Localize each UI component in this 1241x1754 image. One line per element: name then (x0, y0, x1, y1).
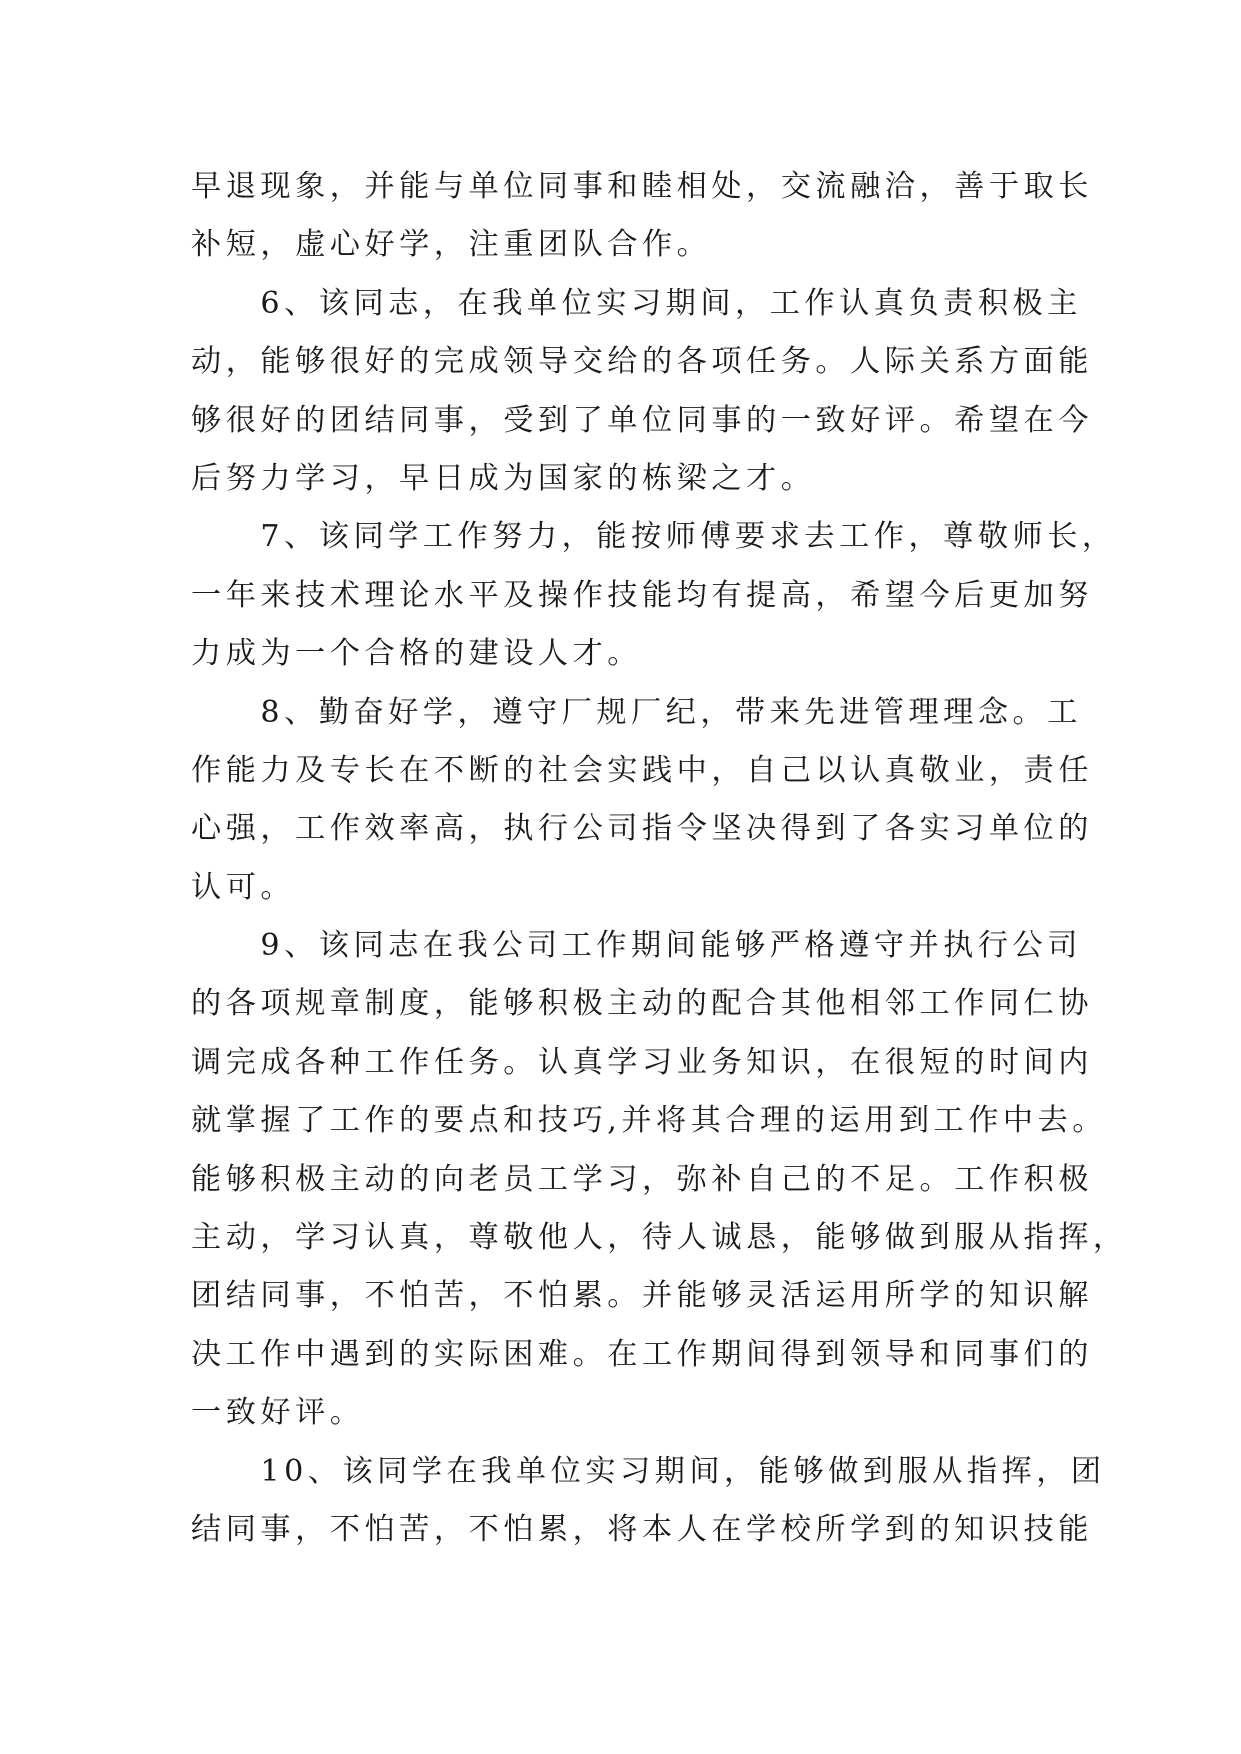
text-line: 8、勤奋好学，遵守厂规厂纪，带来先进管理理念。工 (191, 694, 1082, 730)
text-line: 团结同事，不怕苦，不怕累。并能够灵活运用所学的知识解 (191, 1278, 1093, 1314)
text-line: 决工作中遇到的实际困难。在工作期间得到领导和同事们的 (191, 1336, 1093, 1372)
document-body (191, 158, 1128, 1559)
paragraph-item-10 (191, 1443, 1106, 1560)
text-line: 的各项规章制度，能够积极主动的配合其他相邻工作同仁协 (191, 986, 1093, 1022)
text-line: 后努力学习，早日成为国家的栋梁之才。 (191, 460, 816, 496)
paragraph-item-8 (191, 684, 1093, 918)
text-line: 7、该同学工作努力，能按师傅要求去工作，尊敬师长， (191, 519, 1117, 555)
text-line: 就掌握了工作的要点和技巧,并将其合理的运用到工作中去。 (191, 1103, 1107, 1139)
text-line: 力成为一个合格的建设人才。 (191, 636, 642, 672)
paragraph-item-9 (191, 917, 1128, 1443)
paragraph-item-7 (191, 508, 1117, 683)
text-line: 心强，工作效率高，执行公司指令坚决得到了各实习单位的 (191, 811, 1093, 847)
text-line: 作能力及专长在不断的社会实践中，自己以认真敬业，责任 (191, 752, 1093, 788)
text-line: 够很好的团结同事，受到了单位同事的一致好评。希望在今 (191, 402, 1093, 438)
text-line: 一致好评。 (191, 1395, 365, 1431)
text-line: 认可。 (191, 869, 296, 905)
paragraph-item-6 (191, 275, 1093, 509)
text-line: 结同事，不怕苦，不怕累，将本人在学校所学到的知识技能 (191, 1511, 1093, 1547)
text-line: 10、该同学在我单位实习期间，能够做到服从指挥，团 (191, 1453, 1106, 1489)
text-line: 能够积极主动的向老员工学习，弥补自己的不足。工作积极 (191, 1161, 1093, 1197)
text-line: 9、该同志在我公司工作期间能够严格遵守并执行公司 (191, 928, 1082, 964)
text-line: 一年来技术理论水平及操作技能均有提高，希望今后更加努 (191, 577, 1093, 613)
paragraph-continued (191, 158, 1093, 275)
text-line: 早退现象，并能与单位同事和睦相处，交流融洽，善于取长 (191, 169, 1093, 204)
text-line: 调完成各种工作任务。认真学习业务知识，在很短的时间内 (191, 1044, 1093, 1080)
text-line: 6、该同志，在我单位实习期间，工作认真负责积极主 (191, 285, 1082, 321)
text-line: 动，能够很好的完成领导交给的各项任务。人际关系方面能 (191, 344, 1093, 380)
text-line: 主动，学习认真，尊敬他人，待人诚恳，能够做到服从指挥， (191, 1220, 1128, 1256)
text-line: 补短，虚心好学，注重团队合作。 (191, 227, 712, 263)
